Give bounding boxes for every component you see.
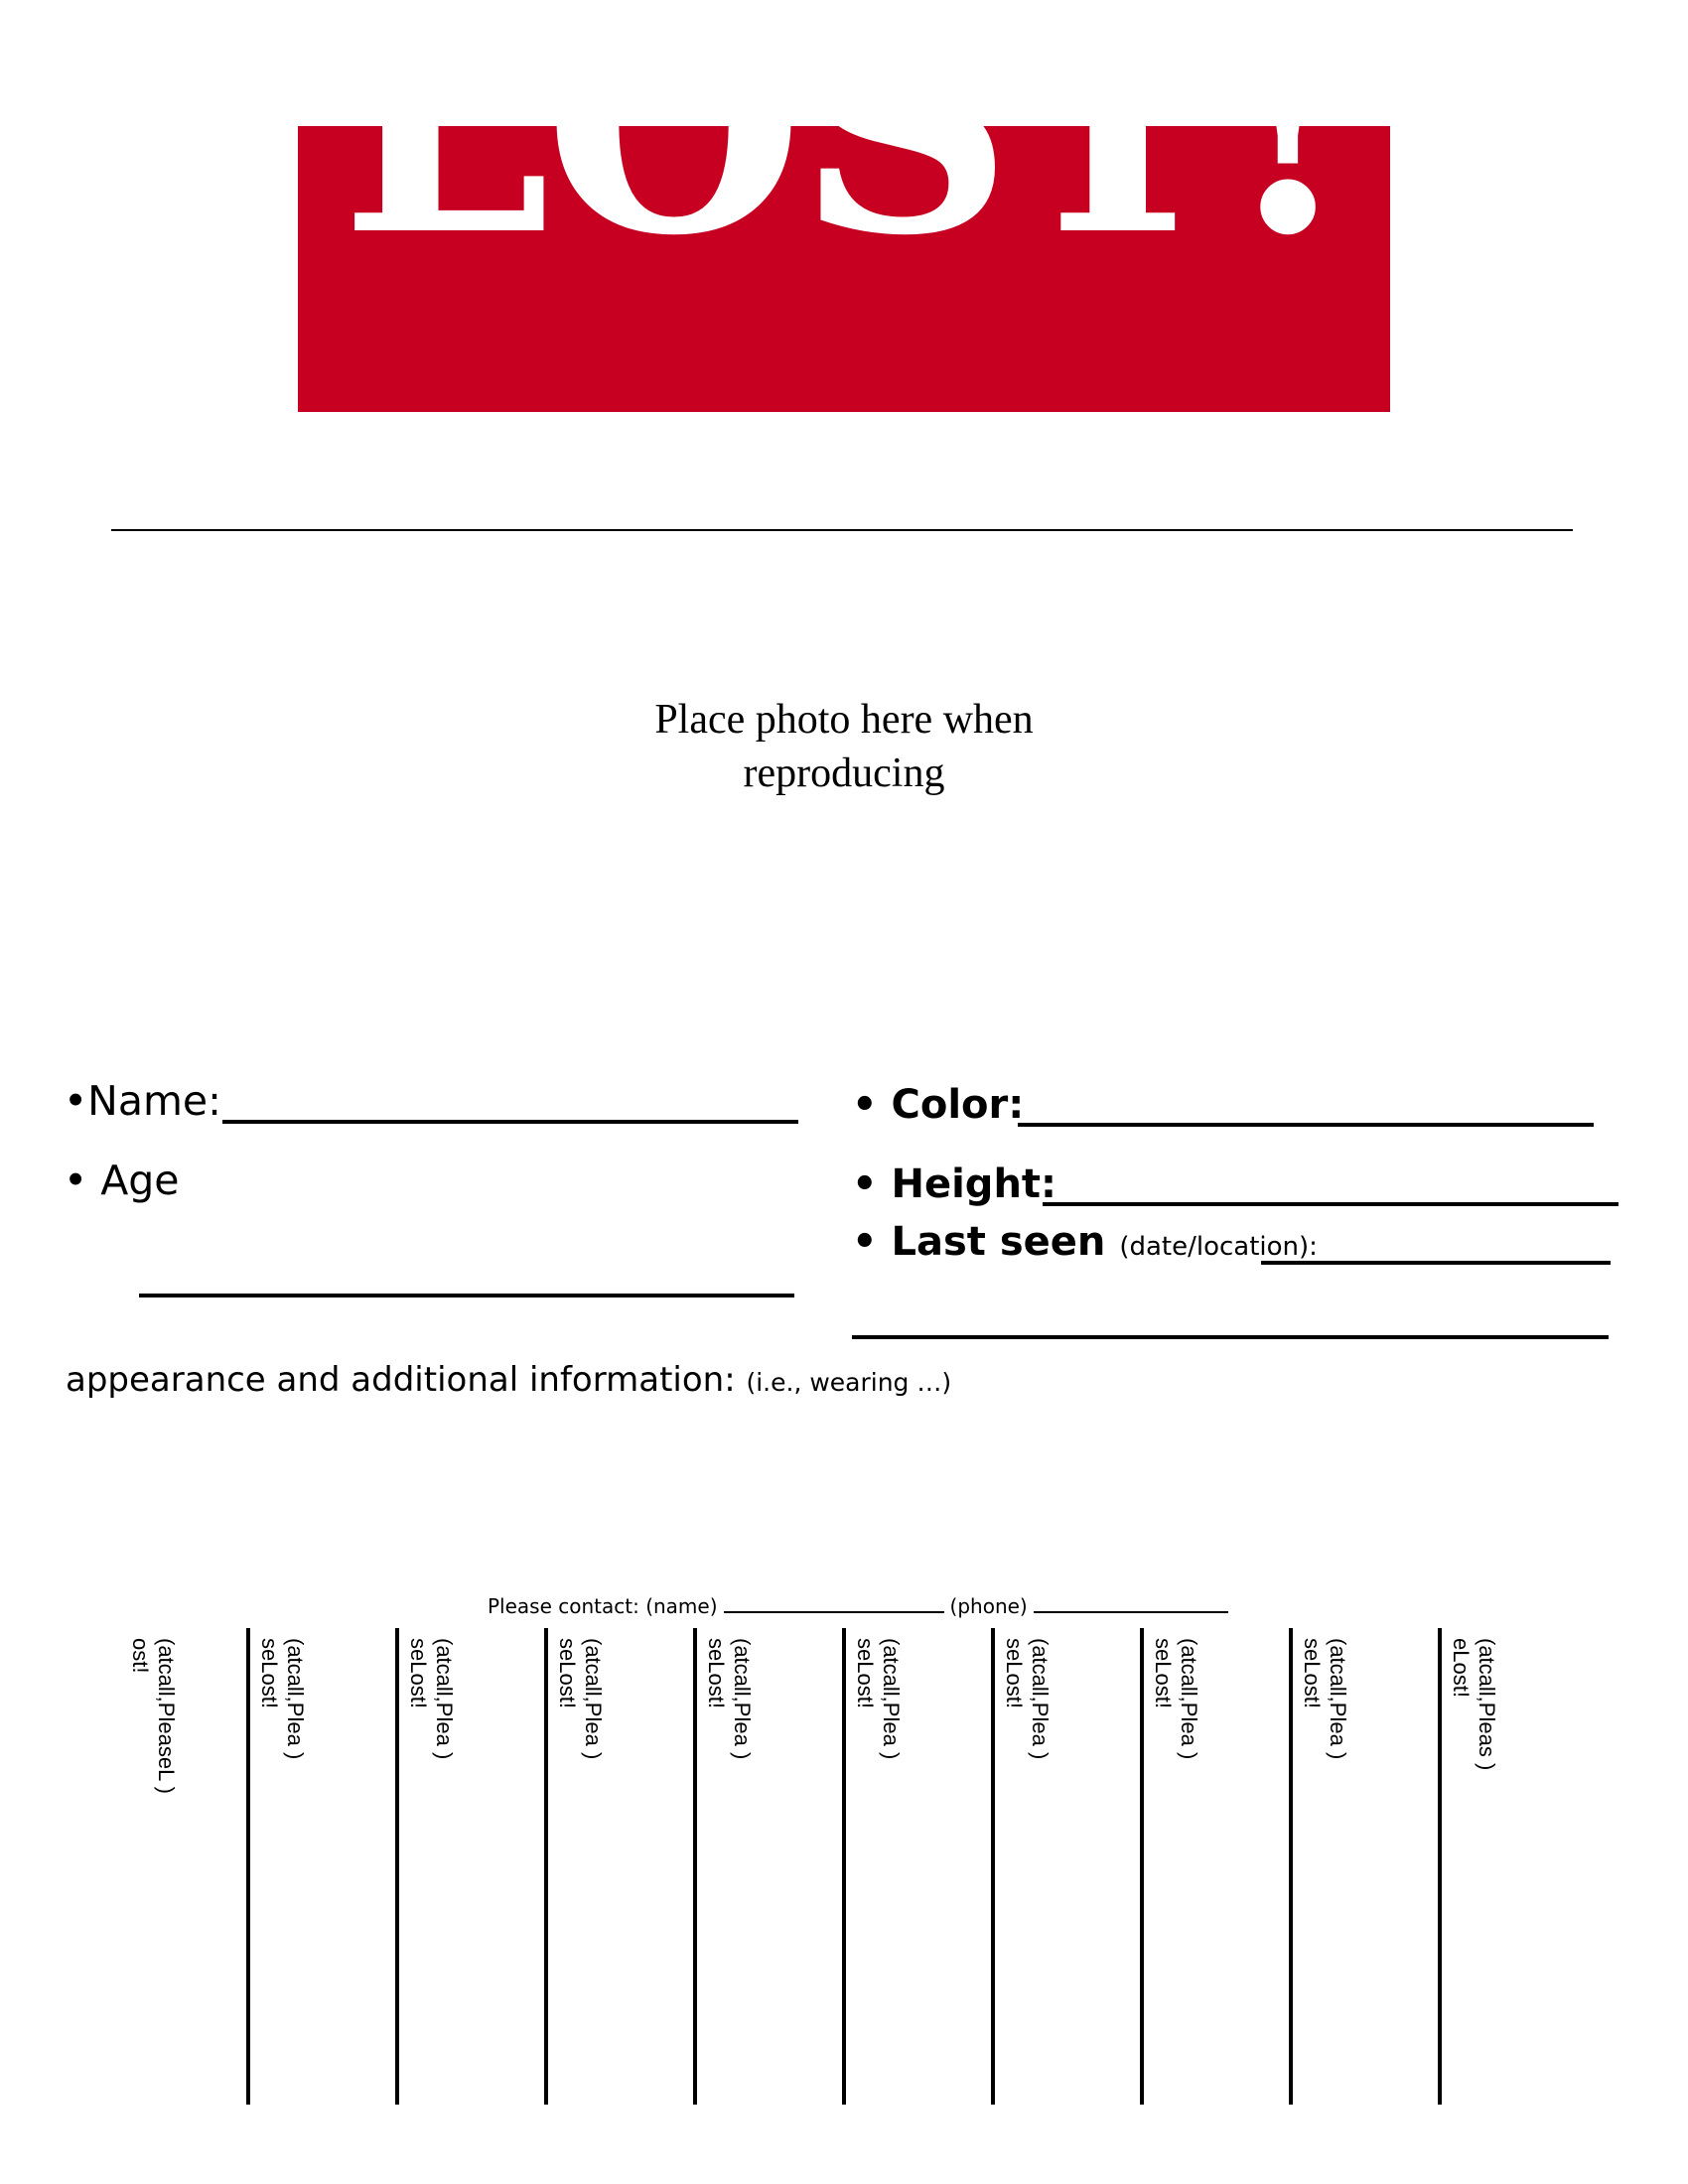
last-seen-label [852, 1219, 1318, 1265]
tab-line-1: (atcall,Plea [730, 1638, 755, 1746]
tab-divider [1289, 1628, 1293, 2105]
tab-line-2: seLost! [853, 1638, 878, 1708]
last-seen-note: (date/location): [1119, 1232, 1318, 1262]
tear-off-tab[interactable]: (atcall,Pleas ) eLost! [1449, 1638, 1499, 1771]
photo-placeholder-line-1: Place photo here when [654, 697, 1034, 743]
banner-headline: LOST! [341, 0, 1347, 301]
tab-line-2: seLost! [704, 1638, 729, 1708]
last-seen-second-line [852, 1335, 1609, 1339]
tear-off-tab[interactable]: (atcall,Plea ) seLost! [1002, 1638, 1053, 1760]
title-underline [111, 529, 1573, 531]
age-field-line [139, 1294, 794, 1297]
tear-off-tab[interactable]: (atcall,Plea ) seLost! [704, 1638, 755, 1760]
tab-line-2: seLost! [257, 1638, 282, 1708]
tear-off-tab[interactable]: (atcall,PleaseL ) ost! [128, 1638, 179, 1794]
last-seen-text: • Last seen [852, 1219, 1106, 1265]
tab-divider [1438, 1628, 1442, 2105]
tab-divider [246, 1628, 250, 2105]
tab-line-1: (atcall,PleaseL [154, 1638, 179, 1781]
tab-line-1: (atcall,Plea [581, 1638, 606, 1746]
tear-off-tab[interactable]: (atcall,Plea ) seLost! [406, 1638, 457, 1760]
last-seen-field-line [1261, 1261, 1611, 1265]
tab-line-2: seLost! [406, 1638, 431, 1708]
tab-divider [693, 1628, 697, 2105]
tab-line-1: (atcall,Plea [1326, 1638, 1350, 1746]
contact-phone-blank [1034, 1609, 1228, 1613]
appearance-text: appearance and additional information: [66, 1360, 736, 1400]
tab-divider [991, 1628, 995, 2105]
appearance-note: (i.e., wearing …) [746, 1368, 952, 1397]
tab-line-1: (atcall,Plea [432, 1638, 457, 1746]
tab-line-2: seLost! [555, 1638, 580, 1708]
tab-divider [842, 1628, 846, 2105]
tab-divider [544, 1628, 548, 2105]
tab-line-1: (atcall,Plea [879, 1638, 904, 1746]
tab-line-1: (atcall,Pleas [1475, 1638, 1499, 1757]
tear-off-tab[interactable]: (atcall,Plea ) seLost! [555, 1638, 606, 1760]
tab-line-2: seLost! [1002, 1638, 1027, 1708]
tab-line-2: eLost! [1449, 1638, 1474, 1698]
age-label: • Age [64, 1157, 180, 1204]
name-field-line [222, 1120, 798, 1124]
tab-divider [1140, 1628, 1144, 2105]
contact-phone-label: (phone) [949, 1594, 1028, 1618]
height-label: • Height: [852, 1161, 1057, 1207]
name-label: •Name: [64, 1077, 221, 1125]
tear-off-tab[interactable]: (atcall,Plea ) seLost! [257, 1638, 308, 1760]
lost-banner [298, 0, 1390, 412]
tab-divider [395, 1628, 399, 2105]
tear-off-tab[interactable]: (atcall,Plea ) seLost! [1300, 1638, 1350, 1760]
tab-line-2: seLost! [1300, 1638, 1325, 1708]
appearance-label [66, 1360, 951, 1400]
tab-line-1: (atcall,Plea [1177, 1638, 1201, 1746]
tab-line-1: (atcall,Plea [283, 1638, 308, 1746]
tab-line-2: seLost! [1151, 1638, 1176, 1708]
tear-off-tab[interactable]: (atcall,Plea ) seLost! [1151, 1638, 1201, 1760]
color-field-line [1018, 1123, 1594, 1127]
contact-line [488, 1594, 1234, 1618]
photo-placeholder-line-2: reproducing [743, 751, 945, 796]
contact-name-blank [724, 1609, 944, 1613]
tab-line-1: (atcall,Plea [1028, 1638, 1053, 1746]
color-label: • Color: [852, 1082, 1025, 1128]
tab-line-2: ost! [128, 1638, 153, 1674]
contact-name-label: Please contact: (name) [488, 1594, 718, 1618]
height-field-line [1043, 1202, 1618, 1206]
photo-placeholder [496, 693, 1192, 800]
tear-off-tab[interactable]: (atcall,Plea ) seLost! [853, 1638, 904, 1760]
